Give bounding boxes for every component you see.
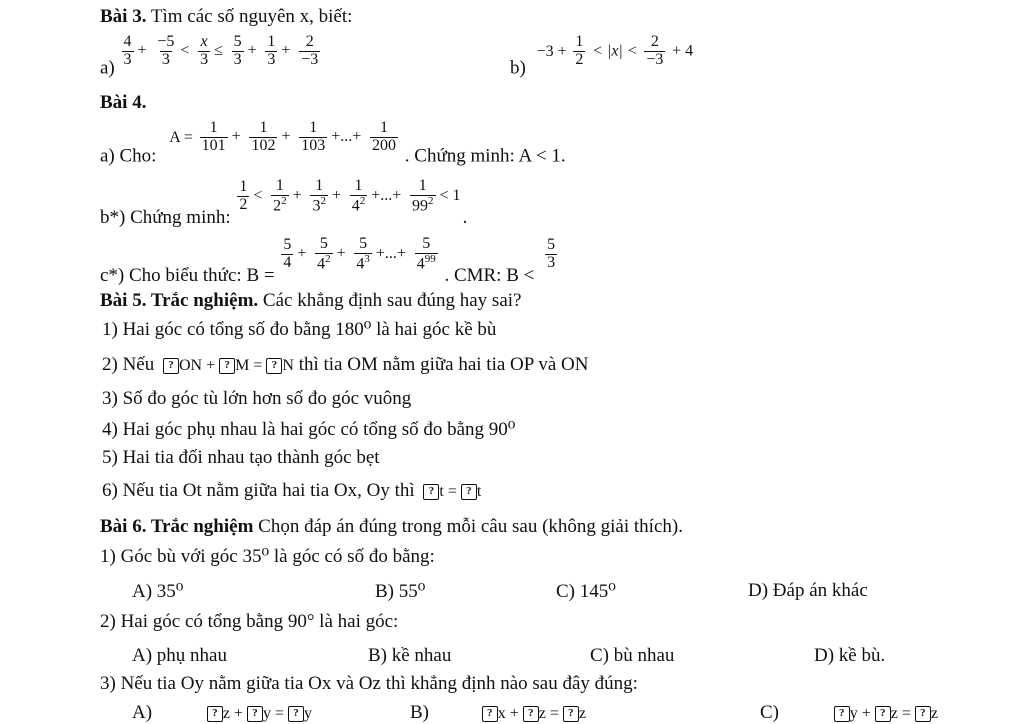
bai6-q3: 3) Nếu tia Oy nằm giữa tia Ox và Oz thì khẳng định nào sau đây đúng: bbox=[100, 673, 638, 694]
fraction: $\frac{1}{101}$ bbox=[201, 119, 226, 154]
fraction: $\frac{5}{4}$ bbox=[283, 236, 292, 271]
fraction: $\frac{5}{3}$ bbox=[233, 33, 242, 68]
bai3-text: Tìm các số nguyên x, biết: bbox=[146, 6, 353, 27]
bai6-q3-opt-b: B) ? x + ? z = ? z bbox=[410, 702, 587, 723]
bai3-b-expr bbox=[510, 34, 693, 80]
missing-glyph-icon: ? bbox=[482, 706, 498, 722]
fraction: $\frac{1}{200}$ bbox=[372, 119, 397, 154]
bai5-item-2-end: thì tia OM nằm giữa hai tia OP và ON bbox=[298, 354, 589, 375]
bai6-q1-opt-c: C) 145⁰ bbox=[556, 581, 616, 602]
fraction: $\frac{5}{4^{99}}$ bbox=[416, 235, 436, 273]
bai6-q3-opt-c: C) ? y + ? z = ? z bbox=[760, 702, 939, 723]
missing-glyph-icon: ? bbox=[834, 706, 850, 722]
bai6-q1-opt-b: B) 55⁰ bbox=[375, 581, 426, 602]
bai4-b: b*) Chứng minh: $\frac{1}{2}$ < $\frac{1}{2^2}$ + $\frac{1}{3^2}$ + $\frac{1}{4^2}$ +...+ $\frac{1}{99^2}$ < 1. bbox=[100, 177, 468, 228]
bai4-title: Bài 4. bbox=[100, 92, 147, 113]
expr-part: −3 + bbox=[536, 42, 567, 60]
fraction: $\frac{1}{4^2}$ bbox=[351, 177, 366, 215]
option-label: C) bbox=[760, 702, 779, 723]
fraction: $\frac{-5}{3}$ bbox=[157, 33, 175, 68]
fraction: $\frac{5}{4^3}$ bbox=[356, 235, 370, 273]
missing-glyph-icon: ? bbox=[288, 706, 304, 722]
bai3-title: Bài 3. bbox=[100, 6, 147, 27]
missing-glyph-icon: ? bbox=[163, 358, 179, 374]
fraction: $\frac{1}{2}$ bbox=[239, 178, 248, 213]
fraction: $\frac{1}{2}$ bbox=[575, 33, 584, 68]
fraction: $\frac{2}{-3}$ bbox=[301, 33, 319, 68]
bai5-item-6-text: 6) Nếu tia Ot nằm giữa hai tia Ox, Oy thì bbox=[102, 480, 415, 501]
bai5-item-3: 3) Số đo góc tù lớn hơn số đo góc vuông bbox=[102, 388, 412, 409]
option-label: B) bbox=[410, 702, 429, 723]
missing-glyph-icon: ? bbox=[423, 484, 439, 500]
fraction: $\frac{4}{3}$ bbox=[123, 33, 132, 68]
bai4-c-tail: . CMR: B < bbox=[444, 264, 535, 286]
bai4-a: a) Cho: A = $\frac{1}{101}$ + $\frac{1}{102}$ + $\frac{1}{103}$ +...+ $\frac{1}{200}$ . Chứng minh: A < 1. bbox=[100, 119, 566, 167]
bai6-q2-opt-a: A) phụ nhau bbox=[132, 645, 227, 666]
bai5-item-5: 5) Hai tia đối nhau tạo thành góc bẹt bbox=[102, 447, 380, 468]
bai6-title: Bài 6. Trắc nghiệm bbox=[100, 516, 254, 537]
expr-part: + 4 bbox=[672, 42, 694, 60]
bai6-q1-opt-a: A) 35⁰ bbox=[132, 581, 184, 602]
bai6-q2-opt-d: D) kề bù. bbox=[814, 645, 886, 666]
bai3-a-expr: a) $\frac{4}{3}$ + $\frac{-5}{3}$ < $\frac{x}{3}$ ≤ $\frac{5}{3}$ + $\frac{1}{3}$ + $\frac{2}{-3}$ bbox=[100, 33, 319, 79]
bai4-a-tail: . Chứng minh: A < 1. bbox=[404, 145, 566, 167]
bai3-a-label: a) bbox=[100, 57, 115, 79]
fraction: $\frac{x}{3}$ bbox=[200, 33, 209, 68]
missing-glyph-icon: ? bbox=[219, 358, 235, 374]
missing-glyph-icon: ? bbox=[563, 706, 579, 722]
fraction: $\frac{1}{102}$ bbox=[251, 119, 276, 154]
bai5-item-4: 4) Hai góc phụ nhau là hai góc có tổng số đo bằng 90⁰ bbox=[102, 419, 516, 440]
fraction: $\frac{1}{103}$ bbox=[301, 119, 326, 154]
bai6-q2-opt-c: C) bù nhau bbox=[590, 645, 675, 666]
fraction: $\frac{2}{-3}$ bbox=[646, 33, 664, 68]
bai5-title: Bài 5. Trắc nghiệm. bbox=[100, 290, 259, 311]
bai3-heading bbox=[100, 6, 352, 28]
bai4-c-label: c*) Cho biểu thức: bbox=[100, 264, 242, 286]
missing-glyph-icon: ? bbox=[207, 706, 223, 722]
expr-part: < |x| < bbox=[592, 42, 638, 60]
bai6-q2-opt-b: B) kề nhau bbox=[368, 645, 452, 666]
bai5-item-6: 6) Nếu tia Ot nằm giữa hai tia Ox, Oy thì ? t = ? t bbox=[102, 480, 482, 501]
bai5-item-2-start: 2) Nếu bbox=[102, 354, 155, 375]
missing-glyph-icon: ? bbox=[247, 706, 263, 722]
bai6-heading bbox=[100, 516, 683, 538]
bai6-q3-opt-a: A) ? z + ? y = ? y bbox=[132, 702, 312, 723]
missing-glyph-icon: ? bbox=[523, 706, 539, 722]
bai6-q1-opt-d: D) Đáp án khác bbox=[748, 580, 868, 601]
fraction: $\frac{1}{2^2}$ bbox=[273, 177, 287, 215]
bai6-q1: 1) Góc bù với góc 35⁰ là góc có số đo bằng: bbox=[100, 546, 435, 567]
bai4-a-label: a) Cho: bbox=[100, 145, 157, 167]
fraction: $\frac{1}{3^2}$ bbox=[312, 177, 326, 215]
missing-glyph-icon: ? bbox=[461, 484, 477, 500]
bai3-b-label: b) bbox=[510, 57, 526, 79]
bai5-heading bbox=[100, 290, 521, 312]
fraction: $\frac{1}{99^2}$ bbox=[412, 177, 434, 215]
missing-glyph-icon: ? bbox=[266, 358, 282, 374]
fraction: $\frac{5}{3}$ bbox=[547, 236, 556, 271]
bai5-item-2: 2) Nếu ? ON + ? M = ? N thì tia OM nằm giữa hai tia OP và ON bbox=[102, 354, 589, 375]
bai5-item-1: 1) Hai góc có tổng số đo bằng 180⁰ là hai góc kề bù bbox=[102, 319, 497, 340]
bai4-c: c*) Cho biểu thức: B = $\frac{5}{4}$ + $\frac{5}{4^2}$ + $\frac{5}{4^3}$ +...+ $\frac{5}{4^{99}}$ . CMR: B < $\frac{5}{3}$ bbox=[100, 235, 556, 286]
bai6-text: Chọn đáp án đúng trong mỗi câu sau (không giải thích). bbox=[253, 516, 683, 537]
option-label: A) bbox=[132, 702, 153, 723]
missing-glyph-icon: ? bbox=[915, 706, 931, 722]
missing-glyph-icon: ? bbox=[875, 706, 891, 722]
fraction: $\frac{1}{3}$ bbox=[267, 33, 276, 68]
fraction: $\frac{5}{4^2}$ bbox=[317, 235, 331, 273]
bai5-text: Các khẳng định sau đúng hay sai? bbox=[258, 290, 522, 311]
bai6-q2: 2) Hai góc có tổng bằng 90° là hai góc: bbox=[100, 611, 399, 632]
bai4-b-label: b*) Chứng minh: bbox=[100, 206, 231, 228]
